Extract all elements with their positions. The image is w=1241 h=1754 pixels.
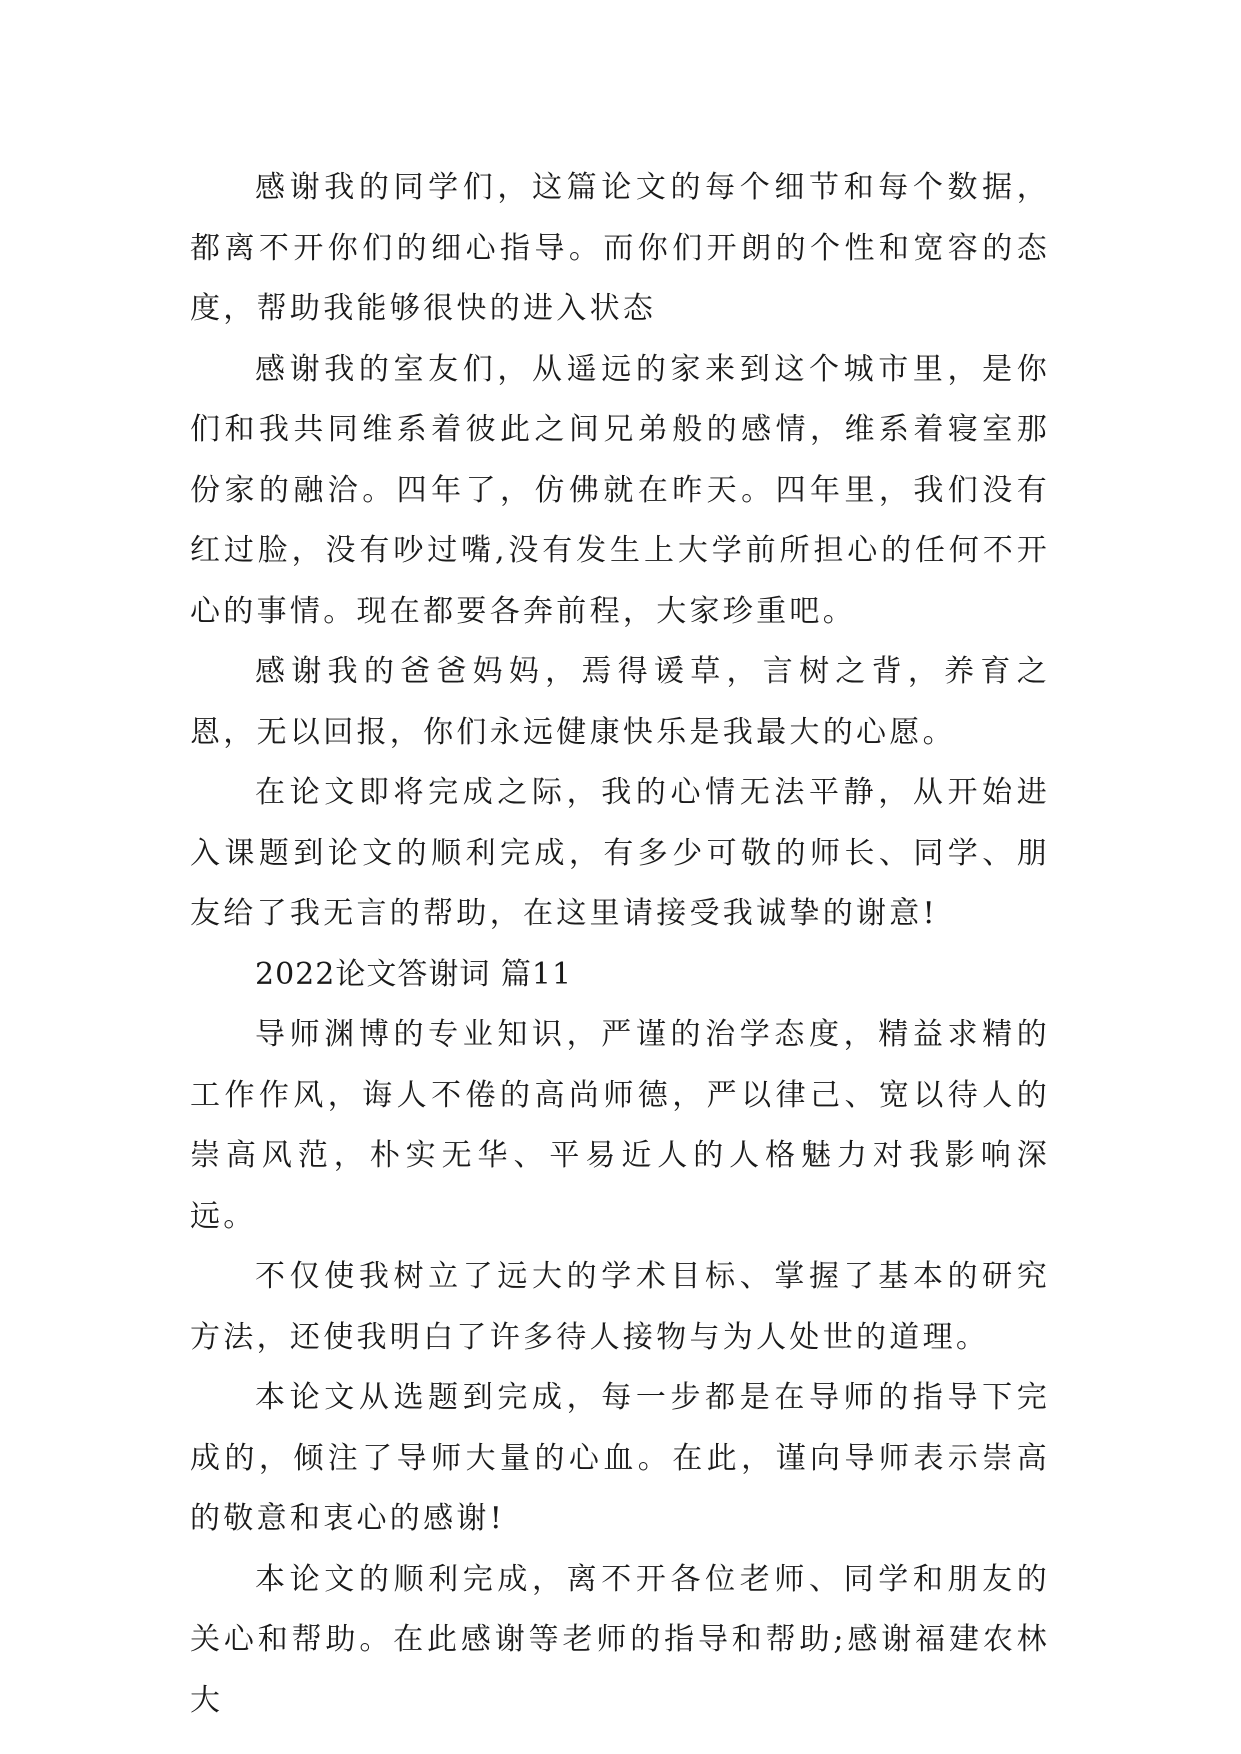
document-body: [190, 158, 1050, 1731]
paragraph-advisor-influence: 不仅使我树立了远大的学术目标、掌握了基本的研究方法，还使我明白了许多待人接物与为人处世的道理。: [190, 1259, 1050, 1355]
paragraph-teachers-friends-thanks: 本论文的顺利完成，离不开各位老师、同学和朋友的关心和帮助。在此感谢等老师的指导和帮助;感谢福建农林大: [190, 1561, 1050, 1718]
paragraph-classmates-thanks: 感谢我的同学们，这篇论文的每个细节和每个数据，都离不开你们的细心指导。而你们开朗的个性和宽容的态度，帮助我能够很快的进入状态: [190, 170, 1050, 326]
paragraph-roommates-thanks: 感谢我的室友们，从遥远的家来到这个城市里，是你们和我共同维系着彼此之间兄弟般的感情，维系着寝室那份家的融洽。四年了，仿佛就在昨天。四年里，我们没有红过脸，没有吵过嘴,没有发生上大学前所担心的任何不开心的事情。现在都要各奔前程，大家珍重吧。: [190, 351, 1050, 629]
section-heading: 2022论文答谢词 篇11: [255, 956, 573, 992]
paragraph-advisor-guidance: 本论文从选题到完成，每一步都是在导师的指导下完成的，倾注了导师大量的心血。在此，谨向导师表示崇高的敬意和衷心的感谢!: [190, 1380, 1050, 1536]
paragraph-advisor-qualities: 导师渊博的专业知识，严谨的治学态度，精益求精的工作作风，诲人不倦的高尚师德，严以律己、宽以待人的崇高风范，朴实无华、平易近人的人格魅力对我影响深远。: [190, 1017, 1050, 1234]
paragraph-completion-thanks: 在论文即将完成之际，我的心情无法平静，从开始进入课题到论文的顺利完成，有多少可敬的师长、同学、朋友给了我无言的帮助，在这里请接受我诚挚的谢意!: [190, 775, 1050, 931]
paragraph-parents-thanks: 感谢我的爸爸妈妈，焉得谖草，言树之背，养育之恩，无以回报，你们永远健康快乐是我最大的心愿。: [190, 654, 1050, 750]
